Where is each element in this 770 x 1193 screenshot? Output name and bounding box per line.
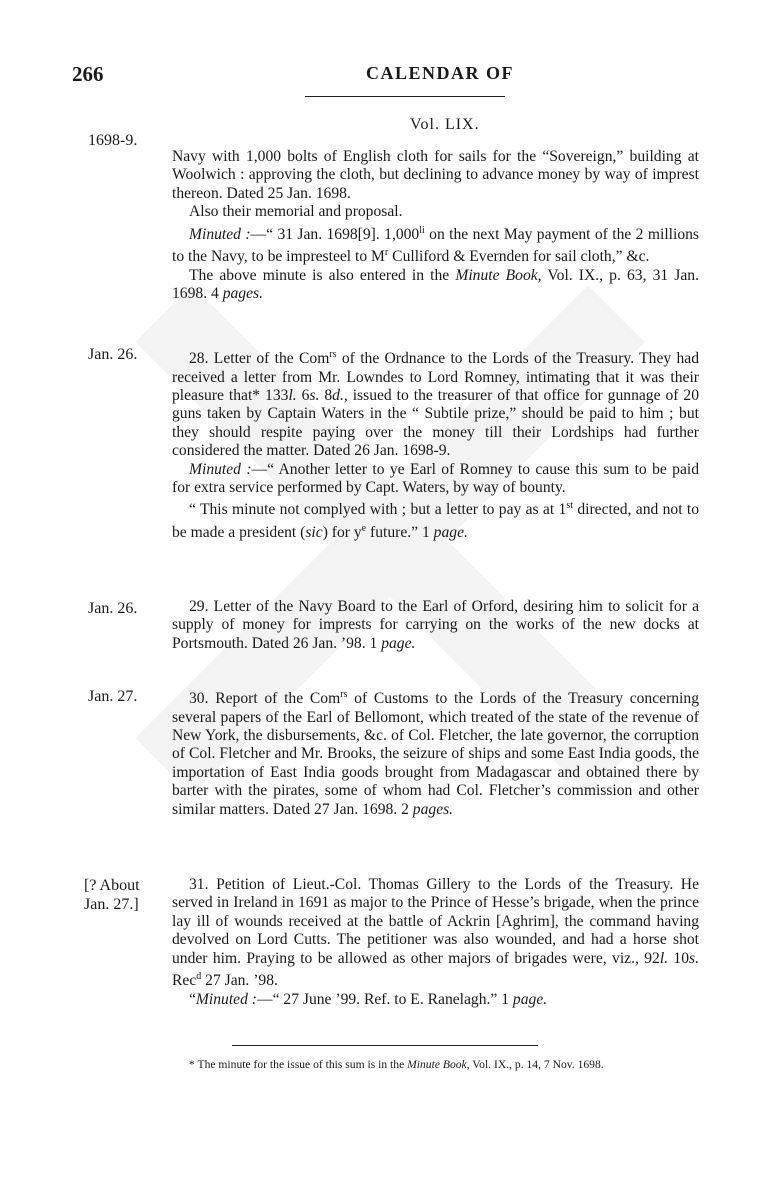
text-span: future.” 1 <box>366 524 434 542</box>
pound-unit: l. <box>288 387 297 404</box>
page-number: 266 <box>72 62 104 86</box>
text-span: * The minute for the issue of this sum is in the <box>189 1058 408 1071</box>
text-span: 29. Letter of the Navy Board to the Earl of Orford, desiring him to solicit for a supply of money for imprests for carrying on the works of the new docks at Portsmouth. Dated 26 Jan. ’98. 1 <box>172 598 699 652</box>
entry-31 <box>172 876 699 1009</box>
superscript: li <box>419 224 425 236</box>
entry-28-minute <box>172 461 699 498</box>
entry-30-text <box>172 686 699 819</box>
entry-29-text <box>172 598 699 653</box>
text-span: 10 <box>668 949 690 967</box>
minute-label: Minuted : <box>189 460 252 478</box>
margin-date-31b: Jan. 27.] <box>84 896 139 913</box>
entry-continued <box>172 148 699 304</box>
text-span: Vol. IX., p. 14, 7 Nov. 1698. <box>469 1058 604 1071</box>
sic-label: sic <box>305 524 323 542</box>
entry-28-text <box>172 346 699 461</box>
note-text-2: Vol. IX., p. 63, 31 Jan. 1698. 4 <box>172 266 699 303</box>
pages-label: page. <box>433 524 468 542</box>
superscript: e <box>361 523 367 535</box>
entry-cont-minute <box>172 222 699 267</box>
minute-book-title: Minute Book, <box>407 1058 470 1071</box>
entry-cont-text: Navy with 1,000 bolts of English cloth for sails for the “Sovereign,” building at Woolwich : approving the cloth, but declining to advance money by way of imprest thereon. Dated 25 Jan. 1698. <box>172 148 699 202</box>
superscript: rs <box>329 349 337 360</box>
text-span: “ This minute not complyed with ; but a letter to pay as at 1 <box>189 501 567 519</box>
entry-cont-memorial: Also their memorial and proposal. <box>189 203 403 221</box>
text-span: 28. Letter of the Com <box>189 350 330 368</box>
superscript: st <box>566 500 573 512</box>
superscript: r <box>384 247 389 259</box>
header-rule <box>305 96 505 97</box>
margin-date-29: Jan. 26. <box>88 600 138 617</box>
text-span: issued to the treasurer of that office for gunnage of 20 guns taken by Captain Waters in the “ Subtile prize,” should be paid to him ; but they should respite paying over the money till their Lordships had further considered the matter. Dated 26 Jan. 1698-9. <box>172 387 700 460</box>
margin-date-31a: [? About <box>84 877 140 894</box>
minute-text: —“ 31 Jan. 1698[9]. 1,000 <box>250 225 420 243</box>
minute-text-3: Culliford & Evernden for sail cloth,” &c. <box>388 248 650 266</box>
footnote-rule <box>232 1045 538 1046</box>
entry-28 <box>172 346 699 543</box>
minute-book-title: Minute Book, <box>455 266 542 284</box>
minute-label: Minuted : <box>189 225 251 243</box>
pound-unit: l. <box>659 949 669 967</box>
text-span: 8 <box>319 387 333 404</box>
pages-label: page. <box>512 990 548 1008</box>
margin-date-28: Jan. 26. <box>88 346 138 363</box>
text-span: of Customs to the Lords of the Treasury concerning several papers of the Earl of Bellomont, which treated of the state of the revenue of New York, the disbursements, &c. of Col. Fletcher, the late governor, the corruption of Col. Fletcher and Mr. Brooks, the seizure of ships and some East India goods, the importation of East India goods brought from Madagascar and obtained there by barter with the pirates, some of whom had Col. Fletcher’s commission and other similar matters. Dated 27 Jan. 1698. 2 <box>172 690 699 818</box>
text-span: 27 Jan. ’98. <box>201 972 278 990</box>
text-span: directed, and not to be made a president ( <box>172 501 700 542</box>
margin-date-30: Jan. 27. <box>88 688 138 705</box>
text-span: of the Ordnance to the Lords of the Treasury. They had received a letter from Mr. Lowndes to Lord Romney, intimating that it was their pleasure that* 133 <box>172 350 699 404</box>
pence-unit: d., <box>332 387 348 404</box>
entry-31-minute <box>172 991 699 1009</box>
volume-heading: Vol. LIX. <box>410 116 480 133</box>
entry-30 <box>172 686 699 819</box>
minute-text: —“ Another letter to ye Earl of Romney to cause this sum to be paid for extra service performed by Capt. Waters, by way of bounty. <box>172 460 699 497</box>
text-span: Rec <box>172 972 197 990</box>
text-span: ) for y <box>322 524 362 542</box>
minute-text: —“ 27 June ’99. Ref. to E. Ranelagh.” 1 <box>256 990 513 1008</box>
superscript: d <box>196 971 202 983</box>
shilling-unit: s. <box>309 387 320 404</box>
entry-29 <box>172 598 699 653</box>
superscript: rs <box>340 689 348 700</box>
footnote <box>172 1058 699 1072</box>
text-span: 31. Petition of Lieut.-Col. Thomas Gillery to the Lords of the Treasury. He served in Ireland in 1691 as major to the Prince of Hesse’s brigade, when the prince lay ill of wounds received at the battle of Ackrin [Aghrim], the command having devolved on Lord Cutts. The petitioner was also wounded, and had a horse shot under him. Praying to be allowed as other majors of brigades were, viz., 92 <box>172 876 699 967</box>
running-title: CALENDAR OF <box>366 63 515 83</box>
minute-text-2: on the next May payment of the 2 millions to the Navy, to be impresteel to M <box>172 225 699 266</box>
text-span: 30. Report of the Com <box>189 690 341 708</box>
entry-31-text <box>172 876 699 991</box>
text-span: “ <box>189 990 196 1008</box>
note-text: The above minute is also entered in the <box>189 266 456 284</box>
minute-label: Minuted : <box>195 990 257 1008</box>
pages-label: pages. <box>222 285 263 303</box>
entry-cont-note <box>172 267 699 304</box>
margin-year: 1698-9. <box>88 132 138 149</box>
pages-label: page. <box>381 634 416 652</box>
pages-label: pages. <box>412 800 454 818</box>
text-span: 6 <box>296 387 310 404</box>
shilling-unit: s. <box>689 949 699 967</box>
entry-28-note <box>172 497 699 542</box>
